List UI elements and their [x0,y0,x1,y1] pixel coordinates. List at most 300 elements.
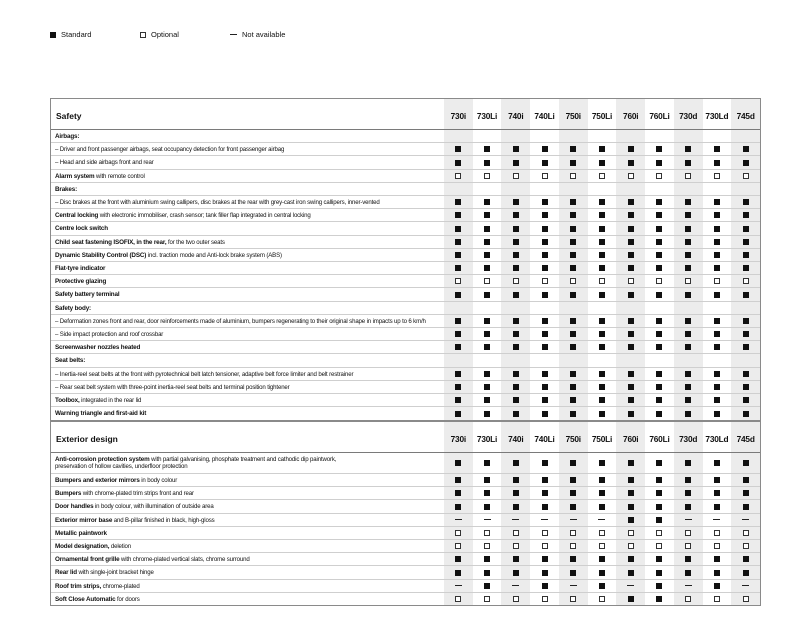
standard-filled-square-icon [513,212,519,218]
feature-name: Central locking [55,212,99,220]
availability-cell [559,566,588,578]
standard-filled-square-icon [714,397,720,403]
availability-cell [559,262,588,274]
table-row [51,341,760,354]
standard-filled-square-icon [455,556,461,562]
standard-filled-square-icon [542,292,548,298]
feature-label [51,156,444,168]
feature-name: Warning triangle and first-aid kit [55,410,147,418]
standard-filled-square-icon [714,411,720,417]
model-header: 750Li [591,111,613,121]
availability-cell [530,474,559,486]
standard-filled-square-icon [656,583,662,589]
table-row [51,500,760,513]
availability-cell [645,288,674,300]
standard-filled-square-icon [570,199,576,205]
availability-cell [645,209,674,221]
availability-cell [444,514,473,526]
availability-cell [645,262,674,274]
standard-filled-square-icon [484,292,490,298]
standard-filled-square-icon [714,331,720,337]
table-row [51,593,760,606]
availability-cell [588,275,617,287]
availability-cell [703,130,732,142]
model-header: 730i [444,99,473,129]
standard-filled-square-icon [656,556,662,562]
standard-filled-square-icon [743,160,749,166]
feature-description: and B-pillar finished in black, high-gloss [112,516,215,524]
standard-filled-square-icon [685,292,691,298]
standard-filled-square-icon [628,397,634,403]
model-header: 760i [616,99,645,129]
standard-filled-square-icon [656,460,662,466]
availability-cell [530,354,559,366]
standard-filled-square-icon [542,265,548,271]
optional-hollow-square-icon [743,596,749,602]
availability-cell [731,275,760,287]
standard-filled-square-icon [685,397,691,403]
availability-cell [530,222,559,234]
availability-cell [616,527,645,539]
standard-filled-square-icon [743,226,749,232]
availability-cell [530,156,559,168]
table-row [51,553,760,566]
availability-cell [444,593,473,606]
availability-cell [703,553,732,565]
availability-cell [473,540,502,552]
standard-filled-square-icon [656,292,662,298]
availability-cell [645,553,674,565]
availability-cell [674,500,703,512]
model-header: 740Li [534,434,555,444]
availability-cell [645,143,674,155]
legend-optional-label: Optional [151,30,179,39]
standard-filled-square-icon [628,477,634,483]
standard-filled-square-icon [714,384,720,390]
availability-cell [731,143,760,155]
availability-cell [731,328,760,340]
availability-cell [530,315,559,327]
standard-filled-square-icon [513,146,519,152]
availability-cell [616,540,645,552]
availability-cell [444,381,473,393]
availability-cell [731,183,760,195]
table-row [51,394,760,407]
standard-filled-square-icon [685,477,691,483]
standard-filled-square-icon [743,570,749,576]
standard-filled-square-icon [656,146,662,152]
not-available-dash-icon [512,585,519,586]
availability-cell [674,354,703,366]
standard-filled-square-icon [570,460,576,466]
availability-cell [674,514,703,526]
availability-cell [501,209,530,221]
feature-label [51,580,444,592]
standard-filled-square-icon [743,460,749,466]
availability-cell [559,474,588,486]
standard-filled-square-icon [484,556,490,562]
availability-cell [473,394,502,406]
standard-filled-square-icon [513,199,519,205]
availability-cell [473,288,502,300]
availability-cell [559,593,588,606]
availability-cell [588,553,617,565]
availability-cell [530,407,559,420]
availability-cell [588,453,617,473]
standard-filled-square-icon [743,331,749,337]
availability-cell [588,315,617,327]
feature-description: – Disc brakes at the front with aluminium swing callipers, disc brakes at the rear with grey-cast iron swing callipers, inner-vented [55,199,380,207]
legend-not-available-label: Not available [242,30,286,39]
availability-cell [444,130,473,142]
availability-cell [444,262,473,274]
feature-description: – Driver and front passenger airbags, seat occupancy detection for front passenger airbag [55,146,285,154]
standard-filled-square-icon [455,570,461,576]
optional-hollow-square-icon [714,173,720,179]
standard-filled-square-icon [714,212,720,218]
standard-filled-square-icon [656,504,662,510]
standard-filled-square-icon [656,596,662,602]
optional-hollow-square-icon [455,278,461,284]
standard-filled-square-icon [570,226,576,232]
standard-filled-square-icon [685,411,691,417]
availability-cell [501,394,530,406]
feature-label [51,288,444,300]
feature-name: Metallic paintwork [55,529,107,537]
availability-cell [444,487,473,499]
availability-cell [645,196,674,208]
availability-cell [703,407,732,420]
standard-filled-square-icon [628,292,634,298]
availability-cell [588,527,617,539]
standard-filled-square-icon [628,596,634,602]
optional-hollow-square-icon [570,530,576,536]
standard-filled-square-icon [685,226,691,232]
availability-cell [674,487,703,499]
standard-filled-square-icon [628,344,634,350]
standard-filled-square-icon [542,556,548,562]
feature-label [51,368,444,380]
optional-hollow-square-icon [484,596,490,602]
optional-hollow-square-icon [455,173,461,179]
availability-cell [444,328,473,340]
availability-cell [444,196,473,208]
model-header: 730d [674,422,703,452]
availability-cell [473,275,502,287]
availability-cell [731,593,760,606]
availability-cell [559,130,588,142]
standard-filled-square-icon [570,292,576,298]
availability-cell [703,500,732,512]
exterior-design-section [50,421,761,606]
availability-cell [703,566,732,578]
standard-filled-square-icon [656,199,662,205]
availability-cell [473,354,502,366]
availability-cell [473,500,502,512]
availability-cell [645,275,674,287]
optional-hollow-square-icon [513,543,519,549]
not-available-dash-icon [455,585,462,586]
availability-cell [588,236,617,248]
availability-cell [731,315,760,327]
feature-name: Brakes: [55,185,78,193]
standard-filled-square-icon [628,212,634,218]
availability-cell [501,183,530,195]
optional-hollow-square-icon [599,530,605,536]
availability-cell [501,381,530,393]
table-row [51,315,760,328]
table-row [51,514,760,527]
standard-filled-square-icon [743,252,749,258]
availability-cell [703,453,732,473]
standard-filled-square-icon [484,146,490,152]
availability-cell [703,474,732,486]
standard-filled-square-icon [455,344,461,350]
availability-cell [588,407,617,420]
standard-filled-square-icon [743,199,749,205]
feature-description: with partial galvanising, phosphate treatment and cathodic dip paintwork, [149,456,337,463]
standard-filled-square-icon [513,331,519,337]
feature-label [51,170,444,182]
standard-filled-square-icon [599,199,605,205]
availability-cell [501,236,530,248]
optional-hollow-square-icon [542,173,548,179]
feature-label [51,500,444,512]
availability-cell [645,593,674,606]
availability-cell [703,209,732,221]
standard-filled-square-icon [656,570,662,576]
standard-filled-square-icon [714,146,720,152]
model-header: 730Li [476,111,498,121]
availability-cell [731,527,760,539]
availability-cell [588,328,617,340]
model-header: 730Li [476,434,498,444]
availability-cell [731,249,760,261]
table-row [51,354,760,367]
feature-description: deletion [109,543,132,551]
standard-filled-square-icon [513,570,519,576]
standard-filled-square-icon [599,460,605,466]
availability-cell [616,566,645,578]
standard-filled-square-icon [743,344,749,350]
feature-label [51,527,444,539]
standard-filled-square-icon [542,199,548,205]
table-row [51,368,760,381]
feature-description: chrome-plated [101,582,140,590]
standard-filled-square-icon [455,212,461,218]
availability-cell [444,315,473,327]
availability-cell [616,381,645,393]
availability-cell [473,130,502,142]
feature-description: integrated in the rear lid [79,397,142,405]
standard-filled-square-icon [513,460,519,466]
availability-cell [674,222,703,234]
optional-hollow-square-icon [628,543,634,549]
section-title: Safety [56,111,82,121]
standard-filled-square-icon [685,199,691,205]
table-row [51,170,760,183]
availability-cell [530,368,559,380]
availability-cell [444,407,473,420]
not-available-dash-icon [512,519,519,520]
availability-cell [501,196,530,208]
availability-cell [674,381,703,393]
availability-cell [703,527,732,539]
availability-cell [674,196,703,208]
availability-cell [501,407,530,420]
standard-filled-square-icon [542,490,548,496]
standard-filled-square-icon [599,226,605,232]
availability-cell [703,236,732,248]
availability-cell [444,580,473,592]
standard-filled-square-icon [656,477,662,483]
standard-filled-square-icon [599,146,605,152]
not-available-dash-icon [541,519,548,520]
standard-filled-square-icon [656,371,662,377]
feature-label [51,474,444,486]
availability-cell [473,209,502,221]
optional-hollow-square-icon [599,596,605,602]
availability-cell [616,170,645,182]
availability-cell [501,540,530,552]
availability-cell [559,143,588,155]
feature-name: Exterior mirror base [55,516,113,524]
availability-cell [530,170,559,182]
availability-cell [616,156,645,168]
standard-filled-square-icon [570,397,576,403]
availability-cell [559,514,588,526]
availability-cell [645,527,674,539]
availability-cell [674,130,703,142]
standard-filled-square-icon [714,490,720,496]
optional-hollow-square-icon [542,278,548,284]
table-row [51,236,760,249]
availability-cell [444,288,473,300]
standard-filled-square-icon [685,160,691,166]
standard-filled-square-icon [570,239,576,245]
availability-cell [444,368,473,380]
standard-filled-square-icon [714,583,720,589]
availability-cell [559,540,588,552]
standard-filled-square-icon [743,292,749,298]
standard-filled-square-icon [570,477,576,483]
standard-filled-square-icon [542,212,548,218]
model-header: 730i [444,422,473,452]
availability-cell [501,302,530,314]
not-available-dash-icon [484,519,491,520]
feature-description: with chrome-plated vertical slats, chrome surround [119,556,250,564]
availability-cell [616,580,645,592]
optional-hollow-square-icon [484,530,490,536]
standard-filled-square-icon [743,397,749,403]
feature-description-line2: preservation of hollow cavities, underfloor protection [55,463,188,471]
availability-cell [588,487,617,499]
optional-hollow-square-icon [570,543,576,549]
standard-filled-square-icon [714,477,720,483]
availability-cell [444,302,473,314]
safety-rows [51,130,760,420]
feature-description: in body colour, with illumination of outside area [93,503,214,511]
availability-cell [731,302,760,314]
optional-hollow-square-icon [599,278,605,284]
availability-cell [559,553,588,565]
standard-filled-square-icon [484,252,490,258]
standard-filled-square-icon [484,583,490,589]
availability-cell [559,288,588,300]
availability-cell [731,288,760,300]
standard-filled-square-icon [599,331,605,337]
availability-cell [588,341,617,353]
model-header: 730Ld [705,434,729,444]
standard-filled-square-icon [743,556,749,562]
feature-label [51,328,444,340]
optional-hollow-square-icon [513,278,519,284]
availability-cell [559,196,588,208]
safety-section [50,98,761,421]
standard-filled-square-icon [628,146,634,152]
standard-filled-square-icon [513,556,519,562]
availability-cell [530,143,559,155]
availability-cell [559,580,588,592]
optional-hollow-square-icon [513,530,519,536]
optional-hollow-square-icon [455,543,461,549]
availability-cell [530,453,559,473]
availability-cell [530,209,559,221]
standard-filled-square-icon [484,477,490,483]
optional-hollow-square-icon [656,543,662,549]
not-available-dash-icon [685,519,692,520]
optional-hollow-square-icon [484,278,490,284]
availability-cell [473,566,502,578]
availability-cell [674,566,703,578]
availability-cell [703,315,732,327]
availability-cell [703,143,732,155]
standard-filled-square-icon [570,252,576,258]
availability-cell [501,553,530,565]
not-available-dash-icon [570,519,577,520]
table-row [51,130,760,143]
standard-filled-square-icon [484,344,490,350]
standard-filled-square-icon [714,265,720,271]
availability-cell [645,130,674,142]
feature-label [51,222,444,234]
feature-description: for the two outer seats [166,238,225,246]
availability-cell [674,315,703,327]
feature-label [51,341,444,353]
availability-cell [731,407,760,420]
standard-filled-square-icon [656,384,662,390]
availability-cell [616,500,645,512]
feature-label [51,514,444,526]
availability-cell [444,500,473,512]
availability-cell [674,368,703,380]
availability-cell [645,474,674,486]
availability-cell [616,553,645,565]
standard-filled-square-icon [570,160,576,166]
availability-cell [473,553,502,565]
feature-description: – Inertia-reel seat belts at the front with pyrotechnical belt latch tensioner, adaptive belt force limiter and belt restrainer [55,370,354,378]
standard-filled-square-icon [542,146,548,152]
legend-optional [140,30,179,39]
availability-cell [530,262,559,274]
availability-cell [501,354,530,366]
standard-filled-square-icon [542,570,548,576]
optional-hollow-square-icon [140,32,146,38]
availability-cell [616,130,645,142]
optional-hollow-square-icon [685,278,691,284]
model-header: 745d [731,422,760,452]
standard-filled-square-icon [455,239,461,245]
